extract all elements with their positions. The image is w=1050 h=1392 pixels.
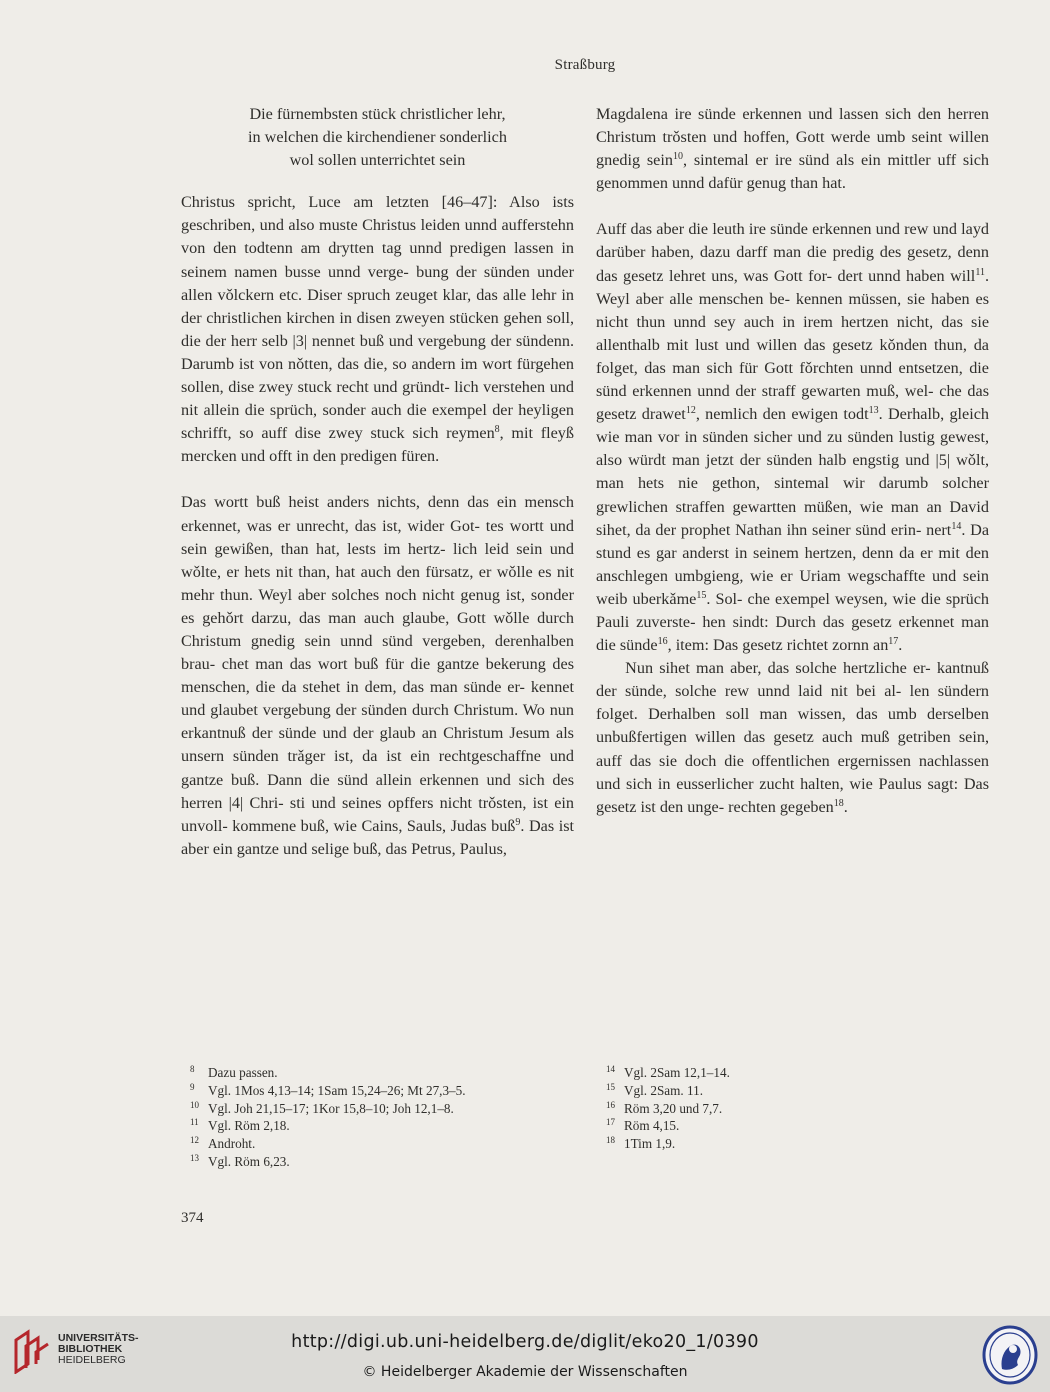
footnote: 13 Vgl. Röm 6,23. (190, 1152, 290, 1169)
footnote-ref: 18 (833, 797, 844, 809)
footnote-ref: 10 (672, 151, 683, 163)
viewer-footer (0, 1316, 1050, 1392)
running-head: Straßburg (554, 57, 616, 73)
heading-line-1: Die fürnembsten stück christlicher lehr, (249, 105, 506, 123)
heading-line-2: in welchen die kirchendiener sonderlich (248, 128, 507, 147)
section-heading (181, 103, 574, 172)
footnote-ref: 16 (657, 636, 668, 648)
footnote-ref: 9 (515, 816, 521, 828)
footnote: 9 Vgl. 1Mos 4,13–14; 1Sam 15,24–26; Mt 27,3–5. (190, 1081, 466, 1098)
paragraph: Christus spricht, Luce am letzten [46–47]: Also ists geschriben, und also muste Christus leiden unnd aufferstehn von den todtenn am drytten tag unnd predigen lassen in seinem namen busse unnd verge- bung der sünden under allen vǒlckern etc. Diser spruch zeuget klar, das alle lehr in der christlichen kirchen in disen zweyen stücken gehen soll, die der herr selb |3| nennet buß und vergebung der sündenn. Darumb ist von nǒtten, das die, so andern im wort fürgehen sollen, dise zwey stuck recht und gründt- lich verstehen und nit allein die sprüch, sonder auch die exempel der heyligen schrifft, so auff dise zwey stuck sich reymen$^8$, mit fleyß mercken und offt in den predigen füren. (181, 193, 574, 466)
paragraph: Magdalena ire sünde erkennen und lassen sich den herren Christum trǒsten und hoffen, Gott werde umb seint willen gnedig sein$^{10}$, sintemal er ire sünd als ein mittler uff sich genommen unnd dafür genug than hat. (596, 105, 989, 193)
paragraph: Das wortt buß heist anders nichts, denn das ein mensch erkennet, was er unrecht, das ist, wider Got- tes wortt und sein gewißen, than hat, lests im hertz- lich leid sein und wǒlte, er hets nit than, hat auch den fürsatz, er wǒlle es nit mehr thun. Weyl aber solches noch nicht genug ist, sonder es gehǒrt darzu, das man auch glaube, Gott wǒlle durch Christum gnedig sein unnd sünd vergeben, derenhalben brau- chet man das wort buß für die gantze bekerung des menschen, die da stehet in dem, das man sünde er- kennet und glaubet vergebung der sünden durch Christum. Wo nun erkantnuß der sünde und der glaub an Christum Jesum als unsern sünden trǎger ist, da ist ein rechtgeschaffne und gantze buß. Dann die sünd allein erkennen und sich des herren |4| Chri- sti und seines opffers nicht trǒsten, ist ein unvoll- kommene buß, wie Cains, Sauls, Judas buß$^9$. Das ist aber ein gantze und selige buß, das Petrus, Paulus, (181, 493, 575, 858)
left-column (181, 103, 574, 861)
footnote: 16 Röm 3,20 und 7,7. (606, 1099, 723, 1116)
footnote: 12 Androht. (190, 1135, 256, 1152)
footnote-ref: 14 (951, 520, 962, 532)
permalink-url[interactable]: http://digi.ub.uni-heidelberg.de/diglit/eko20_1/0390 (291, 1332, 759, 1352)
copyright-notice: © Heidelberger Akademie der Wissenschaften (362, 1364, 688, 1380)
page-number: 374 (181, 1210, 204, 1226)
footnote-ref: 12 (685, 405, 696, 417)
footnote: 18 1Tim 1,9. (606, 1135, 676, 1152)
footnote: 14 Vgl. 2Sam 12,1–14. (606, 1064, 730, 1080)
footnote-ref: 13 (868, 405, 879, 417)
footnotes-left (190, 1064, 466, 1171)
library-name[interactable]: UNIVERSITÄTS- BIBLIOTHEK HEIDELBERG (58, 1332, 139, 1366)
footnote-ref: 8 (494, 424, 500, 436)
footnote-ref: 15 (696, 589, 707, 601)
right-column (596, 103, 989, 819)
footnote: 15 Vgl. 2Sam. 11. (606, 1081, 704, 1098)
heading-line-3: wol sollen unterrichtet sein (289, 151, 466, 170)
footnote: 10 Vgl. Joh 21,15–17; 1Kor 15,8–10; Joh 12,1–8. (190, 1099, 454, 1116)
footnote: 17 Röm 4,15. (606, 1117, 680, 1134)
academy-seal-icon[interactable] (982, 1325, 1038, 1385)
footnote: 8 Dazu passen. (190, 1064, 278, 1080)
paragraph: Auff das aber die leuth ire sünde erkennen und rew und layd darüber haben, dazu darff man die predig des gesetz, denn das gesetz lehret uns, was Gott for- dert unnd haben will$^{11}$. Weyl aber alle menschen be- kennen müssen, sie haben es nicht thun unnd sey auch in irem hertzen nicht, das sie allenthalb mit lust und willen das gesetz kǒnden thun, da folget, das man sich für Gott fǒrchten unnd entsetzen, die sünd erkennen unnd der straff gewarten muß, wel- che das gesetz drawet$^{12}$, nemlich den ewigen todt$^{13}$. Derhalb, gleich wie man vor in sünden sicher und zu sünden lustig gewest, also würdt man jetzt der sünden halb engstig und |5| wǒlt, man hets nie gethon, sintemal wir darumb solcher grewlichen straffen gewartten müßen, wie man an David sihet, da der prophet Nathan ihn seiner sünd erin- nert$^{14}$. Da stund es gar anderst in seinem hertzen, denn da er mit den anschlegen umbgieng, wie er Uriam wegschaffte und sein weib uberkǎme$^{15}$. Sol- che exempel weysen, wie die sprüch Pauli zuverste- hen sindt: Durch das gesetz erkennet man die sünde$^{16}$, item: Das gesetz richtet zornn $an^{17}$. (596, 220, 990, 655)
footnote-ref: 11 (975, 266, 985, 278)
footnotes-right (606, 1064, 730, 1153)
footnote-ref: 17 (888, 636, 899, 648)
footnote: 11 Vgl. Röm 2,18. (190, 1117, 290, 1134)
paragraph: Nun sihet man aber, das solche hertzliche er- kantnuß der sünde, solche rew unnd laid nit bei al- len sündern folget. Derhalben soll man wissen, das umb derselben unbußfertigen willen das gesetz auch muß getriben sein, auff das sie doch die offentlichen ergernissen nachlassen und sich in eusserlicher zucht halten, wie Paulus sagt: Das gesetz ist den unge- rechten gegeben$^{18}$. (596, 659, 989, 816)
